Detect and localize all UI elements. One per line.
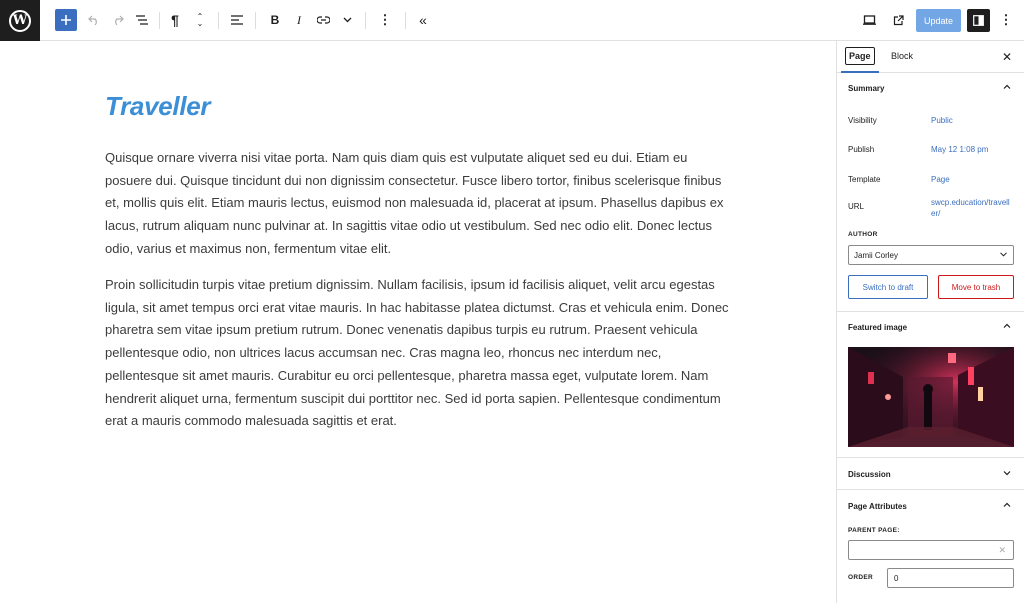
more-vertical-icon: ⋮ — [999, 12, 1013, 27]
external-link-icon — [893, 15, 904, 26]
paragraph-block[interactable]: Quisque ornare viverra nisi vitae porta. Nam quis diam quis est vulputate aliquet sed eu dui. Etiam eu posuere dui. Quisque tincidunt dui non dignissim consectetur. Fusce libero tortor, finibus scelerisque finibus et, mollis quis elit. Etiam mauris lectus, euismod non malesuada id, placerat at ipsum. Phasellus dapibus ex lacus, rutrum aliquam nunc pulvinar at. In sagittis vitae odio ut vestibulum. Sed nec odio elit. Donec lectus odio, varius et maximus non, fermentum vitae elit. — [105, 150, 724, 256]
visibility-value[interactable]: Public — [931, 116, 953, 125]
panel-title: Summary — [848, 84, 885, 93]
undo-button[interactable] — [83, 9, 105, 31]
list-view-icon — [136, 15, 148, 25]
options-menu-button[interactable] — [995, 9, 1017, 31]
author-label: AUTHOR — [848, 231, 878, 238]
discussion-panel — [837, 458, 1024, 490]
chevron-up-icon — [1003, 501, 1011, 509]
editor-canvas — [0, 41, 836, 603]
chevron-up-icon — [1003, 83, 1011, 91]
top-toolbar — [0, 0, 1024, 41]
bold-button[interactable] — [264, 9, 286, 31]
page-attributes-panel — [837, 490, 1024, 603]
visibility-label: Visibility — [848, 116, 877, 125]
link-icon — [317, 16, 330, 24]
chevron-down-icon — [1000, 252, 1007, 257]
order-input[interactable] — [887, 568, 1014, 588]
parent-page-input[interactable] — [848, 540, 1014, 560]
italic-icon: I — [297, 12, 301, 27]
discussion-header[interactable] — [837, 458, 1024, 489]
block-options-button[interactable] — [374, 9, 396, 31]
update-button[interactable]: Update — [916, 9, 961, 32]
plus-icon — [61, 15, 71, 25]
collapse-toolbar-button[interactable] — [412, 9, 434, 31]
panel-title: Page Attributes — [848, 502, 907, 511]
chevron-up-icon — [1003, 322, 1011, 330]
settings-sidebar — [836, 41, 1024, 603]
paragraph-block[interactable]: Proin sollicitudin turpis vitae pretium dignissim. Nullam facilisis, ipsum id facilisis aliquet, velit arcu egestas ligula, sit amet tempus orci erat vitae mauris. In hac habitasse platea dictumst. Cras et vehicula enim. Donec pharetra sem vitae ipsum pretium rutrum. Donec venenatis dapibus turpis eu rutrum. Praesent vehicula pellentesque odio, non ultrices lacus accumsan nec. Cras magna leo, rhoncus nec interdum nec, pellentesque sit amet mauris. Curabitur eu orci pellentesque, pharetra massa eget, vulputate lorem. Nam hendrerit aliquet urna, fermentum suscipit dui porttitor nec. Sed id porta sapien. Pellentesque condimentum erat a mauris commodo malesuada sagittis et erat. — [105, 277, 729, 429]
url-label: URL — [848, 202, 865, 211]
author-value: Jamii Corley — [854, 251, 899, 260]
wordpress-logo-icon[interactable]: W — [0, 0, 40, 41]
bold-icon: B — [270, 13, 280, 27]
featured-image-photo — [848, 347, 1014, 447]
desktop-preview-icon — [863, 15, 876, 25]
publish-label: Publish — [848, 145, 875, 154]
publish-value[interactable]: May 12 1:08 pm — [931, 145, 989, 154]
close-icon[interactable]: ✕ — [1001, 50, 1012, 64]
link-button[interactable] — [312, 9, 334, 31]
template-label: Template — [848, 175, 881, 184]
toolbar-divider — [405, 12, 406, 29]
order-value: 0 — [894, 574, 899, 583]
tab-page[interactable]: Page — [845, 47, 875, 65]
switch-to-draft-button[interactable]: Switch to draft — [848, 275, 928, 299]
toolbar-divider — [365, 12, 366, 29]
move-block-button[interactable] — [189, 9, 211, 31]
more-vertical-icon: ⋮ — [378, 12, 392, 27]
redo-icon — [112, 15, 124, 25]
featured-image-panel — [837, 312, 1024, 458]
chevron-down-icon — [1003, 469, 1011, 477]
block-inserter-button[interactable] — [55, 9, 77, 31]
order-label: ORDER — [848, 574, 873, 581]
paragraph-icon: ¶ — [171, 12, 179, 28]
page-attributes-header[interactable] — [837, 490, 1024, 521]
sidebar-tabs — [837, 41, 1024, 73]
block-type-button[interactable] — [164, 9, 186, 31]
list-view-button[interactable] — [131, 9, 153, 31]
toolbar-divider — [159, 12, 160, 29]
summary-header[interactable] — [837, 73, 1024, 104]
align-button[interactable] — [226, 9, 248, 31]
featured-image-header[interactable] — [837, 312, 1024, 343]
panel-title: Featured image — [848, 323, 908, 332]
parent-page-label: PARENT PAGE: — [848, 527, 900, 534]
sidebar-toggle-icon — [973, 15, 984, 26]
panel-title: Discussion — [848, 470, 891, 479]
undo-icon — [88, 15, 100, 25]
more-rich-text-button[interactable] — [336, 9, 358, 31]
template-value[interactable]: Page — [931, 175, 950, 184]
summary-panel — [837, 73, 1024, 312]
move-to-trash-button[interactable]: Move to trash — [938, 275, 1014, 299]
move-arrows-icon: ⌃ ⌄ — [196, 12, 204, 28]
redo-button[interactable] — [107, 9, 129, 31]
toolbar-divider — [255, 12, 256, 29]
chevron-down-icon — [343, 17, 352, 23]
view-page-button[interactable] — [887, 9, 909, 31]
post-title[interactable]: Traveller — [105, 91, 211, 121]
italic-button[interactable] — [288, 9, 310, 31]
url-value[interactable]: swcp.education/traveller/ — [931, 198, 1010, 218]
featured-image[interactable] — [848, 347, 1014, 447]
align-left-icon — [231, 15, 243, 25]
settings-toggle-button[interactable] — [967, 9, 990, 32]
tab-block[interactable]: Block — [891, 51, 914, 61]
preview-button[interactable] — [858, 9, 880, 31]
collapse-icon: « — [419, 12, 427, 28]
clear-icon[interactable]: ✕ — [998, 545, 1006, 555]
author-select[interactable] — [848, 245, 1014, 265]
toolbar-divider — [218, 12, 219, 29]
